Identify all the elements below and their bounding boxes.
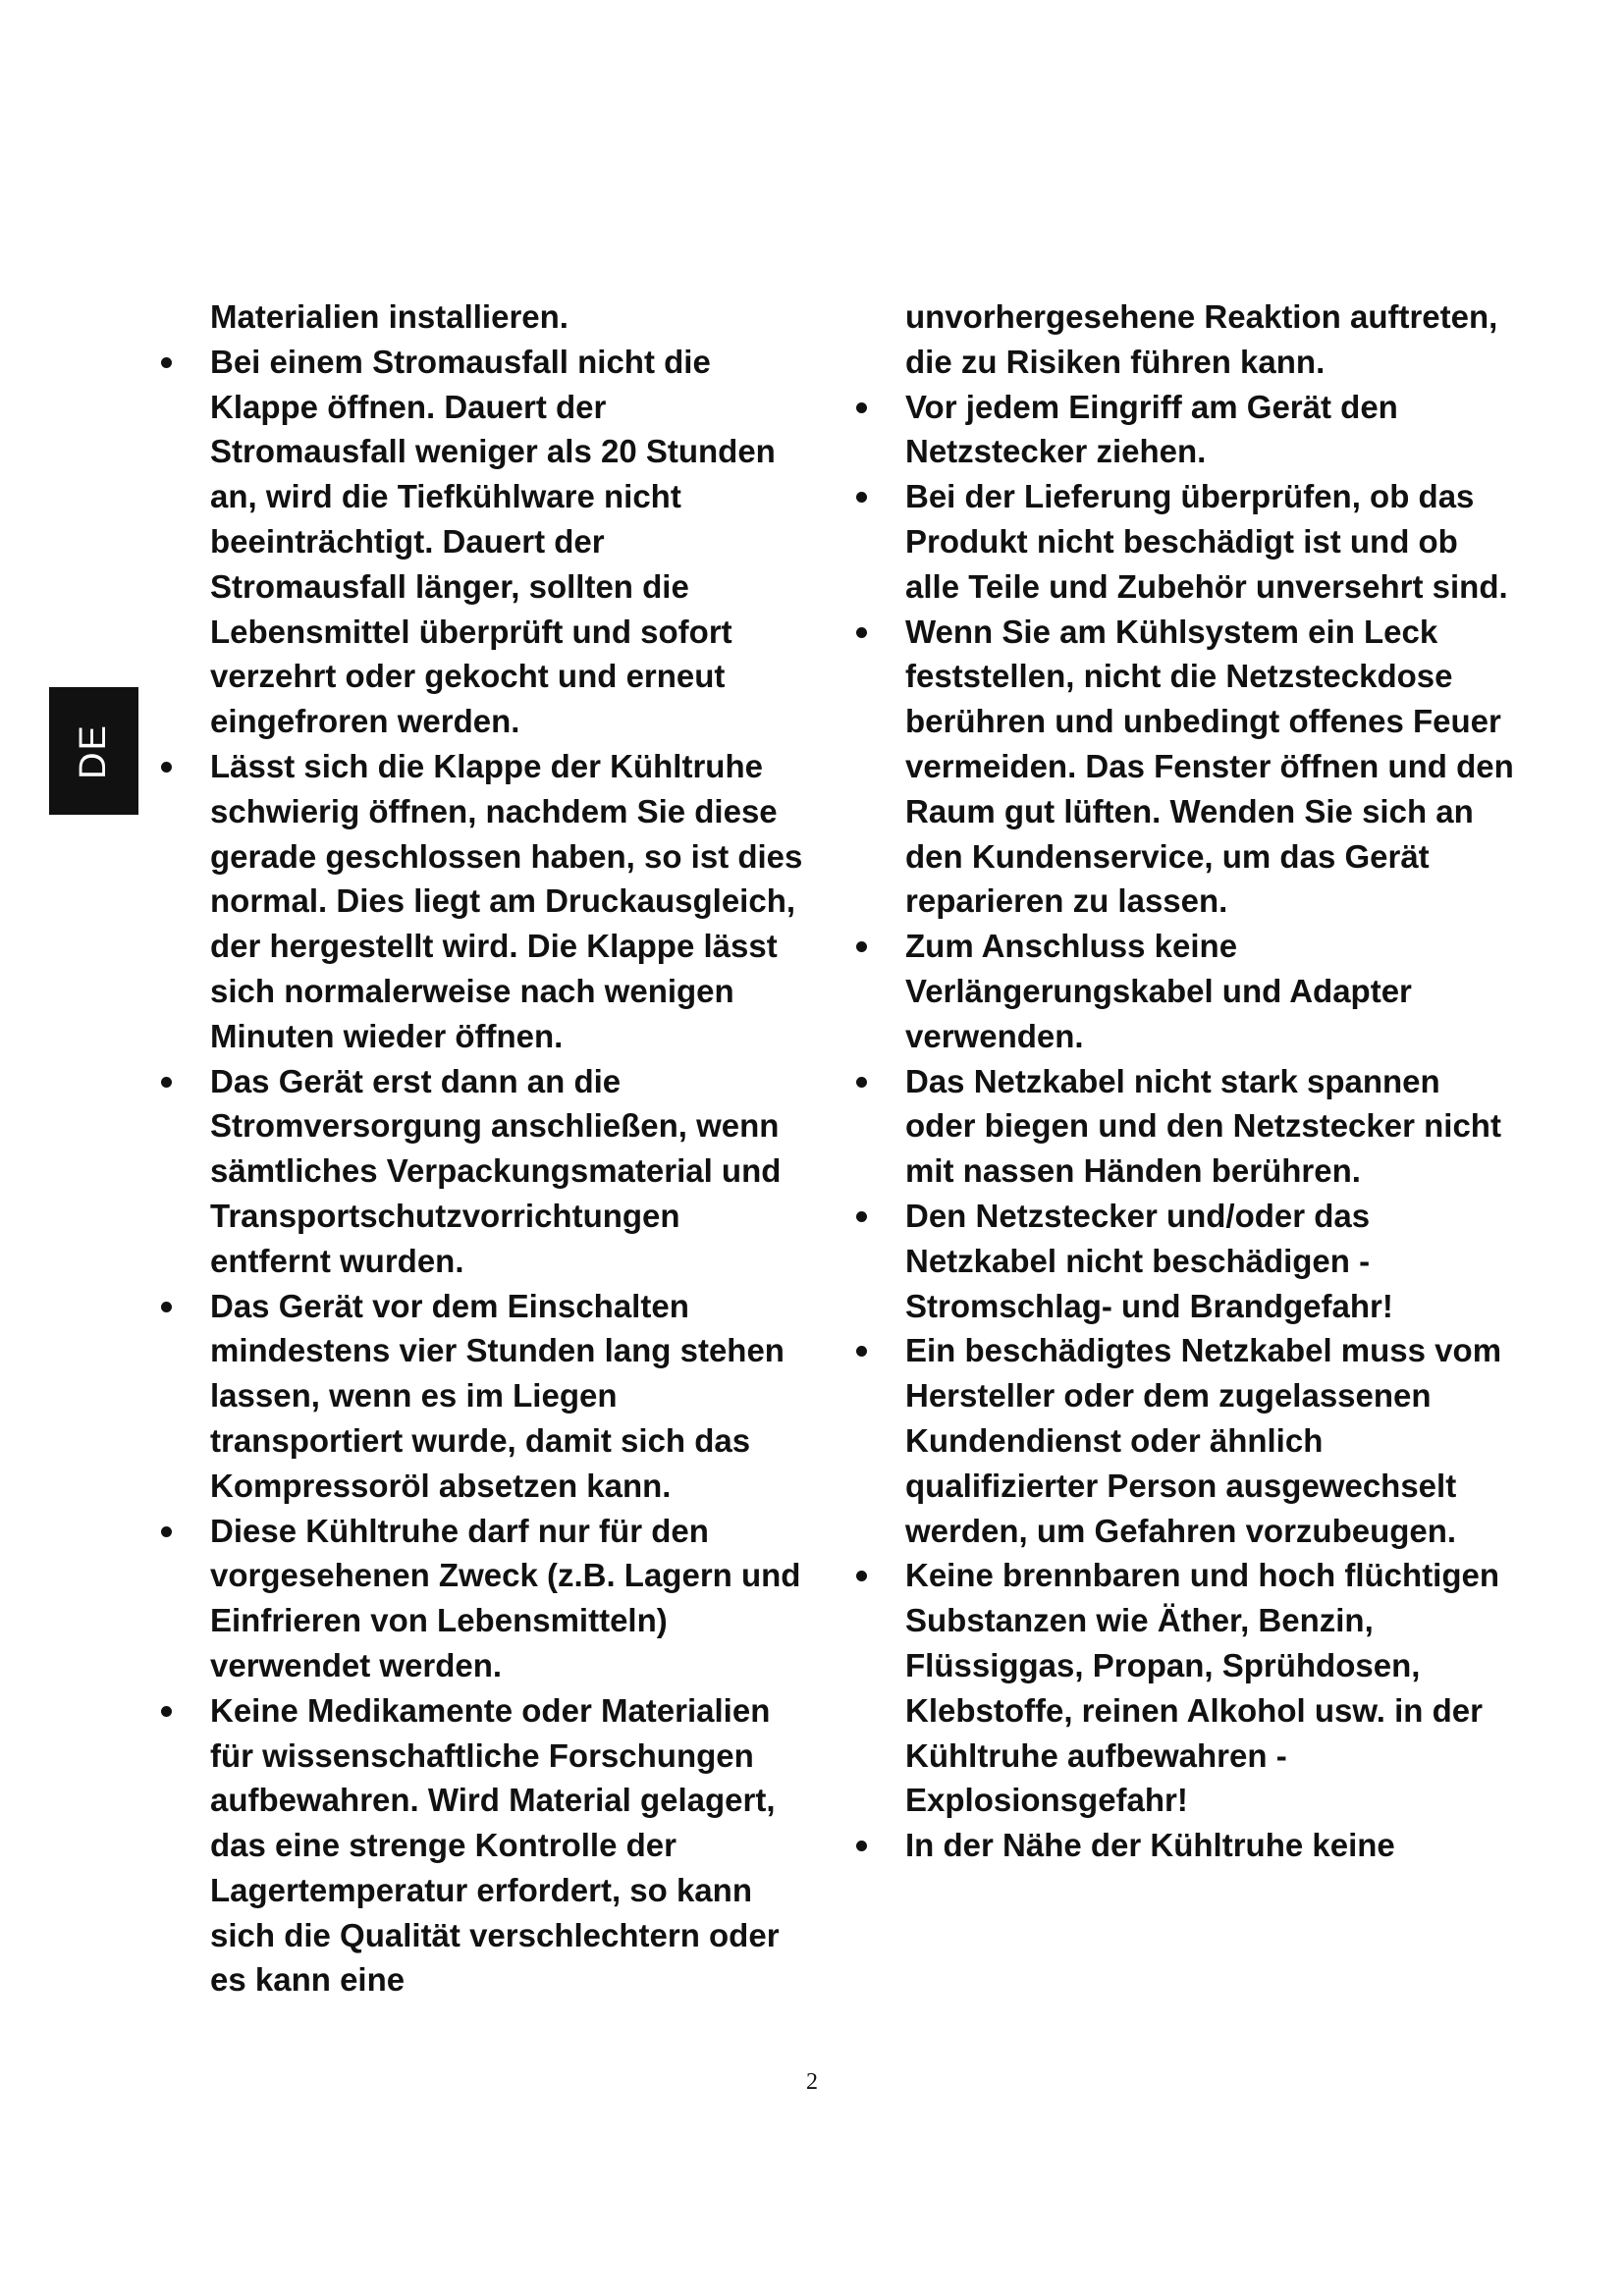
list-item: Keine Medikamente oder Materialien für wissenschaftliche Forschungen aufbewahren. Wird Material gelagert, das eine strenge Kontrolle der Lagertemperatur erfordert, so kann sich die Qualität verschlechtern oder es kann eine bbox=[157, 1688, 805, 2003]
list-item: Bei einem Stromausfall nicht die Klappe öffnen. Dauert der Stromausfall weniger als 20 Stunden an, wird die Tiefkühlware nicht beeinträchtigt. Dauert der Stromausfall länger, sollten die Lebensmittel überprüft und sofort verzehrt oder gekocht und erneut eingefroren werden. bbox=[157, 340, 805, 744]
right-column bbox=[852, 294, 1516, 1868]
list-item: Den Netzstecker und/oder das Netzkabel nicht beschädigen - Stromschlag- und Brandgefahr! bbox=[852, 1194, 1516, 1328]
left-bullet-list bbox=[157, 340, 805, 2002]
list-item: Das Netzkabel nicht stark spannen oder biegen und den Netzstecker nicht mit nassen Händen berühren. bbox=[852, 1059, 1516, 1194]
list-item: Wenn Sie am Kühlsystem ein Leck feststellen, nicht die Netzsteckdose berühren und unbedingt offenes Feuer vermeiden. Das Fenster öffnen und den Raum gut lüften. Wenden Sie sich an den Kundenservice, um das Gerät reparieren zu lassen. bbox=[852, 610, 1516, 925]
list-item: Keine brennbaren und hoch flüchtigen Substanzen wie Äther, Benzin, Flüssiggas, Propan, Sprühdosen, Klebstoffe, reinen Alkohol usw. in der Kühltruhe aufbewahren - Explosionsgefahr! bbox=[852, 1553, 1516, 1823]
language-tab-label: DE bbox=[72, 722, 114, 779]
page-number: 2 bbox=[806, 2069, 818, 2095]
right-continuation-text: unvorhergesehene Reaktion auftreten, die zu Risiken führen kann. bbox=[905, 298, 1498, 380]
list-item: Lässt sich die Klappe der Kühltruhe schwierig öffnen, nachdem Sie diese gerade geschlossen haben, so ist dies normal. Dies liegt am Druckausgleich, der hergestellt wird. Die Klappe lässt sich normalerweise nach wenigen Minuten wieder öffnen. bbox=[157, 744, 805, 1059]
list-item: In der Nähe der Kühltruhe keine bbox=[852, 1823, 1516, 1868]
left-column bbox=[157, 294, 805, 2002]
list-item: Bei der Lieferung überprüfen, ob das Produkt nicht beschädigt ist und ob alle Teile und Zubehör unversehrt sind. bbox=[852, 474, 1516, 609]
language-tab bbox=[49, 687, 138, 815]
list-item: Vor jedem Eingriff am Gerät den Netzstecker ziehen. bbox=[852, 385, 1516, 475]
list-item: Zum Anschluss keine Verlängerungskabel und Adapter verwenden. bbox=[852, 924, 1516, 1058]
list-item: Ein beschädigtes Netzkabel muss vom Hersteller oder dem zugelassenen Kundendienst oder ähnlich qualifizierter Person ausgewechselt werden, um Gefahren vorzubeugen. bbox=[852, 1328, 1516, 1553]
list-item: Das Gerät erst dann an die Stromversorgung anschließen, wenn sämtliches Verpackungsmaterial und Transportschutzvorrichtungen entfernt wurden. bbox=[157, 1059, 805, 1284]
list-item: Diese Kühltruhe darf nur für den vorgesehenen Zweck (z.B. Lagern und Einfrieren von Lebensmitteln) verwendet werden. bbox=[157, 1509, 805, 1688]
left-continuation-text: Materialien installieren. bbox=[210, 298, 568, 335]
right-bullet-list bbox=[852, 385, 1516, 1868]
list-item: Das Gerät vor dem Einschalten mindestens vier Stunden lang stehen lassen, wenn es im Liegen transportiert wurde, damit sich das Kompressoröl absetzen kann. bbox=[157, 1284, 805, 1509]
